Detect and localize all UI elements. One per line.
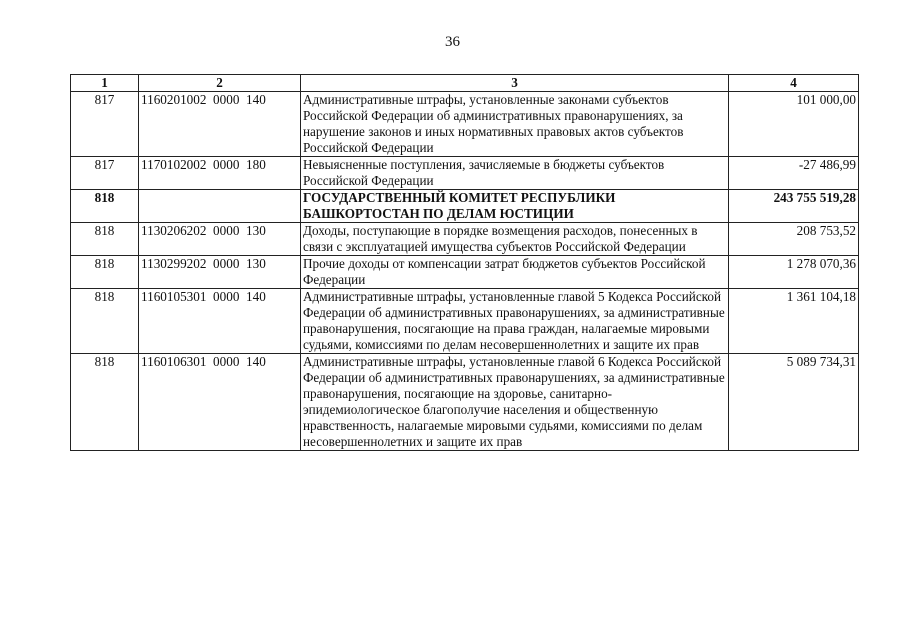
- table-row-section-total: [71, 190, 859, 223]
- revenue-code: 1130206202 0000 130: [139, 223, 301, 256]
- revenue-description: Невыясненные поступления, зачисляемые в бюджеты субъектов Российской Федерации: [301, 157, 729, 190]
- admin-code: 817: [71, 157, 139, 190]
- section-total-amount: 243 755 519,28: [729, 190, 859, 223]
- header-col-3: 3: [301, 75, 729, 92]
- admin-code: 818: [71, 190, 139, 223]
- revenue-description: Административные штрафы, установленные главой 5 Кодекса Российской Федерации об административных правонарушениях, за административные правонарушения, посягающие на права граждан, налагаемые мировыми судьями, комиссиями по делам несовершеннолетних и защите их прав: [301, 289, 729, 354]
- revenue-amount: 101 000,00: [729, 92, 859, 157]
- table-row: [71, 157, 859, 190]
- revenue-amount: 208 753,52: [729, 223, 859, 256]
- admin-code: 817: [71, 92, 139, 157]
- table-row: [71, 256, 859, 289]
- revenue-description: Доходы, поступающие в порядке возмещения расходов, понесенных в связи с эксплуатацией имущества субъектов Российской Федерации: [301, 223, 729, 256]
- revenue-description: Административные штрафы, установленные главой 6 Кодекса Российской Федерации об административных правонарушениях, за административные правонарушения, посягающие на здоровье, санитарно-эпидемиологическое благополучие населения и общественную нравственность, налагаемые мировыми судьями, комиссиями по делам несовершеннолетних и защите их прав: [301, 354, 729, 451]
- revenue-amount: 1 278 070,36: [729, 256, 859, 289]
- admin-code: 818: [71, 354, 139, 451]
- revenue-description: Административные штрафы, установленные законами субъектов Российской Федерации об административных правонарушениях, за нарушение законов и иных нормативных правовых актов субъектов Российской Федерации: [301, 92, 729, 157]
- revenue-table: [70, 74, 859, 451]
- admin-code: 818: [71, 289, 139, 354]
- header-col-2: 2: [139, 75, 301, 92]
- revenue-description: Прочие доходы от компенсации затрат бюджетов субъектов Российской Федерации: [301, 256, 729, 289]
- table-row: [71, 223, 859, 256]
- revenue-amount: -27 486,99: [729, 157, 859, 190]
- revenue-amount: 5 089 734,31: [729, 354, 859, 451]
- header-col-1: 1: [71, 75, 139, 92]
- revenue-code: 1160106301 0000 140: [139, 354, 301, 451]
- revenue-code: 1160105301 0000 140: [139, 289, 301, 354]
- revenue-code: [139, 190, 301, 223]
- table-row: [71, 289, 859, 354]
- committee-title: ГОСУДАРСТВЕННЫЙ КОМИТЕТ РЕСПУБЛИКИ БАШКОРТОСТАН ПО ДЕЛАМ ЮСТИЦИИ: [301, 190, 729, 223]
- revenue-code: 1170102002 0000 180: [139, 157, 301, 190]
- table-header-row: [71, 75, 859, 92]
- table-row: [71, 92, 859, 157]
- revenue-amount: 1 361 104,18: [729, 289, 859, 354]
- table-row: [71, 354, 859, 451]
- page-number: 36: [445, 34, 460, 50]
- revenue-code: 1130299202 0000 130: [139, 256, 301, 289]
- admin-code: 818: [71, 256, 139, 289]
- revenue-code: 1160201002 0000 140: [139, 92, 301, 157]
- header-col-4: 4: [729, 75, 859, 92]
- admin-code: 818: [71, 223, 139, 256]
